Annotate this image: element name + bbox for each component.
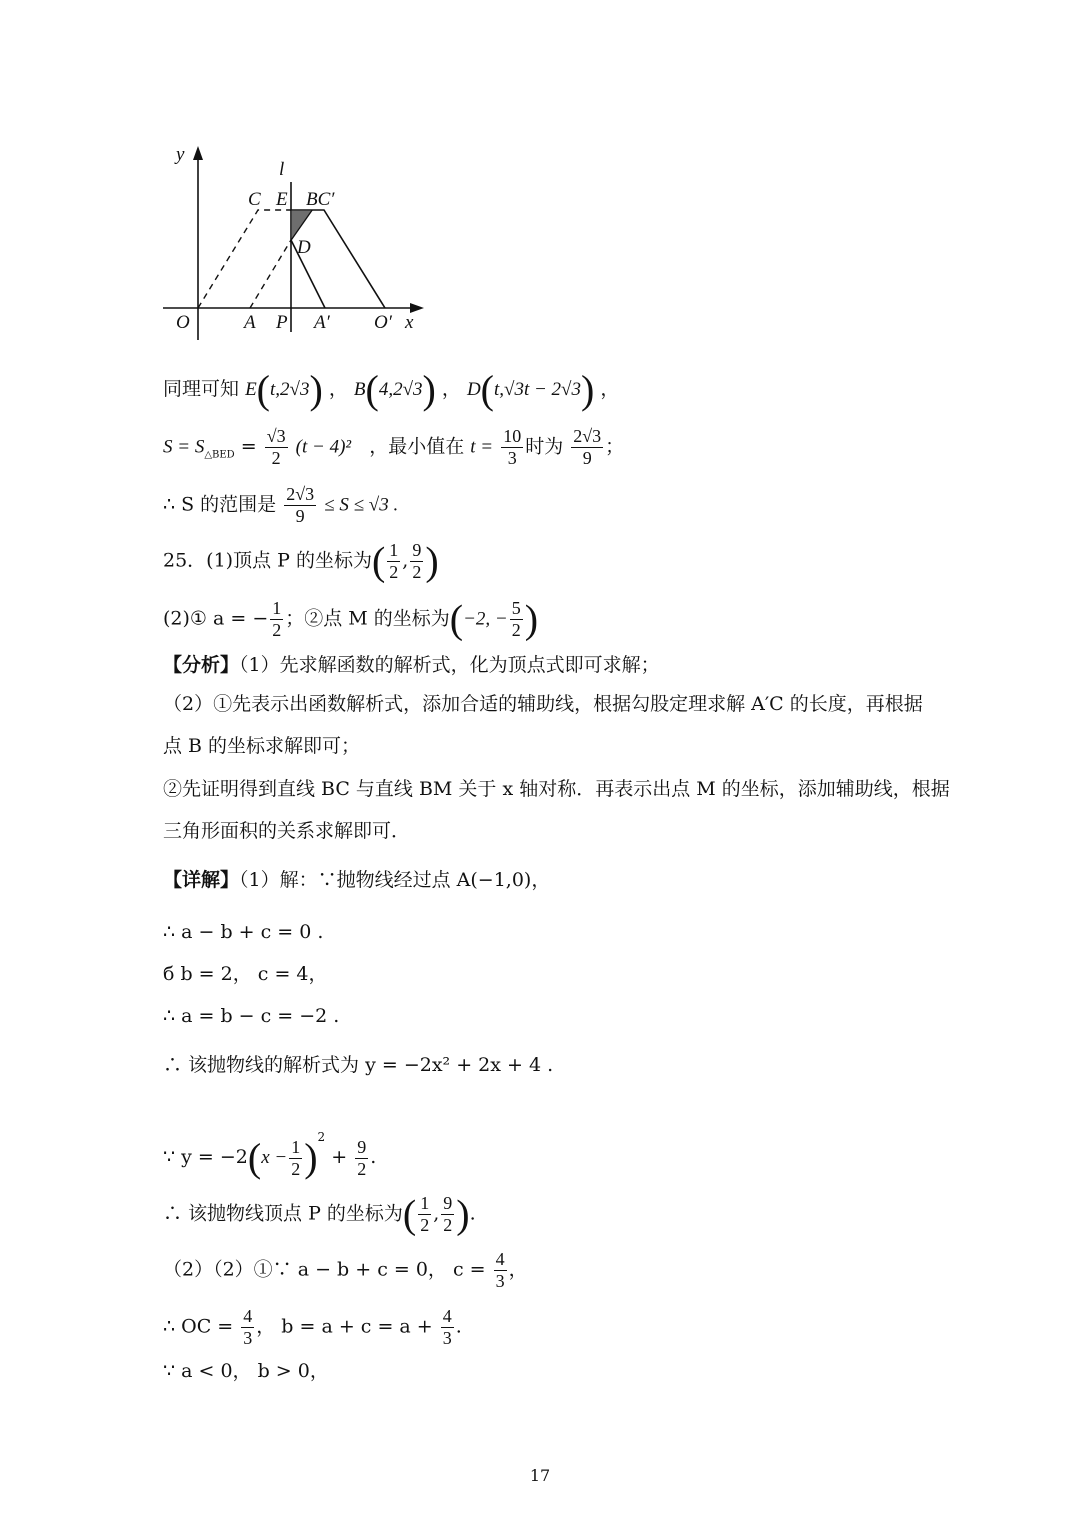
page-number: 17 — [529, 1466, 551, 1485]
line-detail-1 — [163, 866, 550, 894]
text: ∴ a = b − c = −2 . — [163, 1005, 340, 1027]
line-part2-3 — [163, 1357, 329, 1385]
text: ∴ a − b + c = 0 . — [163, 921, 324, 943]
label-c: C — [248, 189, 261, 210]
fraction: $\frac{10}{3}$ — [503, 426, 522, 468]
fraction: $\frac{4}{3}$ — [442, 1306, 452, 1348]
equals: = — [240, 435, 257, 458]
fraction: $\frac{√3}{2}$ — [266, 426, 286, 468]
point-e-coords: t,2√3 — [270, 379, 310, 400]
line-detail-2 — [163, 918, 323, 946]
label-bc: BC′ — [306, 189, 335, 210]
period: . — [469, 1202, 476, 1225]
text: ∵ a < 0， b > 0， — [163, 1360, 329, 1382]
fraction: $\frac{2√3}{9}$ — [573, 426, 602, 468]
period: . — [370, 1146, 377, 1168]
period: . — [455, 1315, 462, 1338]
fraction: $\frac{4}{3}$ — [495, 1249, 505, 1291]
detail-heading: 【详解】 — [163, 869, 240, 891]
label-y: y — [176, 144, 185, 165]
label-d: D — [297, 237, 311, 258]
fraction: $\frac{4}{3}$ — [243, 1306, 253, 1348]
text: （2）①先表示出函数解析式，添加合适的辅助线，根据勾股定理求解 A′C 的长度，再根据 — [163, 693, 923, 715]
line-part2-2 — [163, 1306, 462, 1349]
analysis-heading: 【分析】 — [163, 654, 240, 676]
line-analysis-4 — [163, 775, 950, 803]
text: ②先证明得到直线 BC 与直线 BM 关于 x 轴对称．再表示出点 M 的坐标，添加辅助线，根据 — [163, 778, 950, 800]
line-analysis-2 — [163, 690, 923, 718]
line-analysis-5 — [163, 817, 410, 845]
fraction: $\frac{2√3}{9}$ — [286, 484, 315, 526]
text: ， b = a + c = a + — [256, 1315, 433, 1338]
fraction: $\frac{1}{2}$ — [420, 1193, 430, 1235]
label-e: E — [276, 189, 288, 210]
text: ∴ 该抛物线的解析式为 y = −2x² + 2x + 4 . — [163, 1054, 554, 1076]
line-detail-5 — [163, 1051, 553, 1079]
text: ∵ y = −2 — [163, 1146, 248, 1168]
line-area-formula: $S = S_{\triangle BED}$ = $\frac{√3}{2}$ (t − 4)² ，最小值在 t = $\frac{10}{3}$ 时为 $\frac{2√3}{9}$ ； — [163, 426, 625, 468]
fraction: $\frac{9}{2}$ — [412, 540, 422, 582]
text: 点 B 的坐标求解即可； — [163, 735, 361, 757]
text: 25．(1)顶点 P 的坐标为 — [163, 549, 372, 572]
line-part2-1 — [163, 1249, 528, 1292]
exponent: 2 — [317, 1130, 326, 1144]
text: （2）（2）①∵ a − b + c = 0， c = — [163, 1258, 486, 1281]
text: （1）解：∵抛物线经过点 A(−1,0)， — [239, 869, 551, 891]
fraction: $\frac{9}{2}$ — [443, 1193, 453, 1235]
line-analysis-3 — [163, 732, 360, 760]
expression: (t − 4)² — [295, 436, 352, 458]
text: б b = 2， c = 4， — [163, 963, 328, 985]
fraction: $\frac{9}{2}$ — [357, 1136, 367, 1179]
text: 时为 — [525, 435, 564, 458]
dashed-trapezoid — [198, 210, 291, 308]
text: ；②点 M 的坐标为 — [285, 607, 450, 630]
text: (2)① a = − — [163, 607, 269, 630]
line-coordinates: 同理可知 E(t,2√3) ， B(4,2√3) ， D(t,√3t − 2√3) ， — [163, 367, 620, 412]
text: 同理可知 — [163, 378, 240, 400]
label-o: O — [176, 312, 190, 333]
fraction: $\frac{1}{2}$ — [389, 540, 399, 582]
y-axis-arrow — [193, 146, 203, 160]
text: ，最小值在 — [369, 435, 465, 458]
geometry-figure — [0, 0, 1080, 360]
comma: ， — [508, 1258, 528, 1281]
fraction: $\frac{5}{2}$ — [511, 598, 521, 640]
label-a-prime: A′ — [314, 312, 330, 333]
label-p: P — [276, 312, 288, 333]
text: ∴ OC = — [163, 1315, 234, 1338]
text: ∴ 该抛物线顶点 P 的坐标为 — [163, 1202, 403, 1225]
line-answer-25-2: (2)① a = − $\frac{1}{2}$ ；②点 M 的坐标为(−2, − $\frac{5}{2}$ ) — [163, 596, 539, 642]
label-l: l — [279, 159, 285, 180]
line-vertex-coords: ∴ 该抛物线顶点 P 的坐标为( $\frac{1}{2}$ , $\frac{9}{2}$ ). — [163, 1191, 476, 1237]
point-e: E — [245, 379, 257, 400]
point-b: B — [353, 379, 366, 400]
fraction: $\frac{1}{2}$ — [272, 598, 282, 640]
text: 三角形面积的关系求解即可． — [163, 820, 411, 842]
text: （1）先求解函数的解析式，化为顶点式即可求解； — [239, 654, 660, 676]
dashed-ab — [250, 240, 291, 308]
label-x: x — [405, 312, 414, 333]
shaded-triangle-bed — [291, 210, 312, 240]
point-d-coords: t,√3t − 2√3 — [494, 379, 581, 400]
expression: x − — [261, 1147, 288, 1168]
line-analysis-1 — [163, 651, 660, 679]
fraction: $\frac{1}{2}$ — [291, 1136, 301, 1179]
text: ∴ S 的范围是 — [163, 493, 277, 516]
t-equals: t = — [470, 436, 494, 458]
solid-trapezoid — [291, 210, 385, 308]
line-answer-25-1: 25．(1)顶点 P 的坐标为( $\frac{1}{2}$ , $\frac{9}{2}$ ) — [163, 538, 439, 584]
area-s: S = S — [163, 436, 205, 458]
point-d: D — [466, 379, 481, 400]
coords: −2, − — [463, 608, 508, 630]
expression: ≤ S ≤ √3 . — [324, 494, 399, 516]
line-range — [163, 484, 398, 527]
area-subscript: △BED — [204, 449, 235, 461]
line-vertex-form: ∵ y = −2(x − $\frac{1}{2}$ )$^2$ + $\frac{9}{2}$ . — [163, 1130, 377, 1180]
line-detail-3 — [163, 960, 328, 988]
plus: + — [331, 1146, 348, 1168]
label-o-prime: O′ — [374, 312, 392, 333]
label-a: A — [244, 312, 256, 333]
line-detail-4 — [163, 1002, 339, 1030]
point-b-coords: 4,2√3 — [378, 379, 423, 400]
